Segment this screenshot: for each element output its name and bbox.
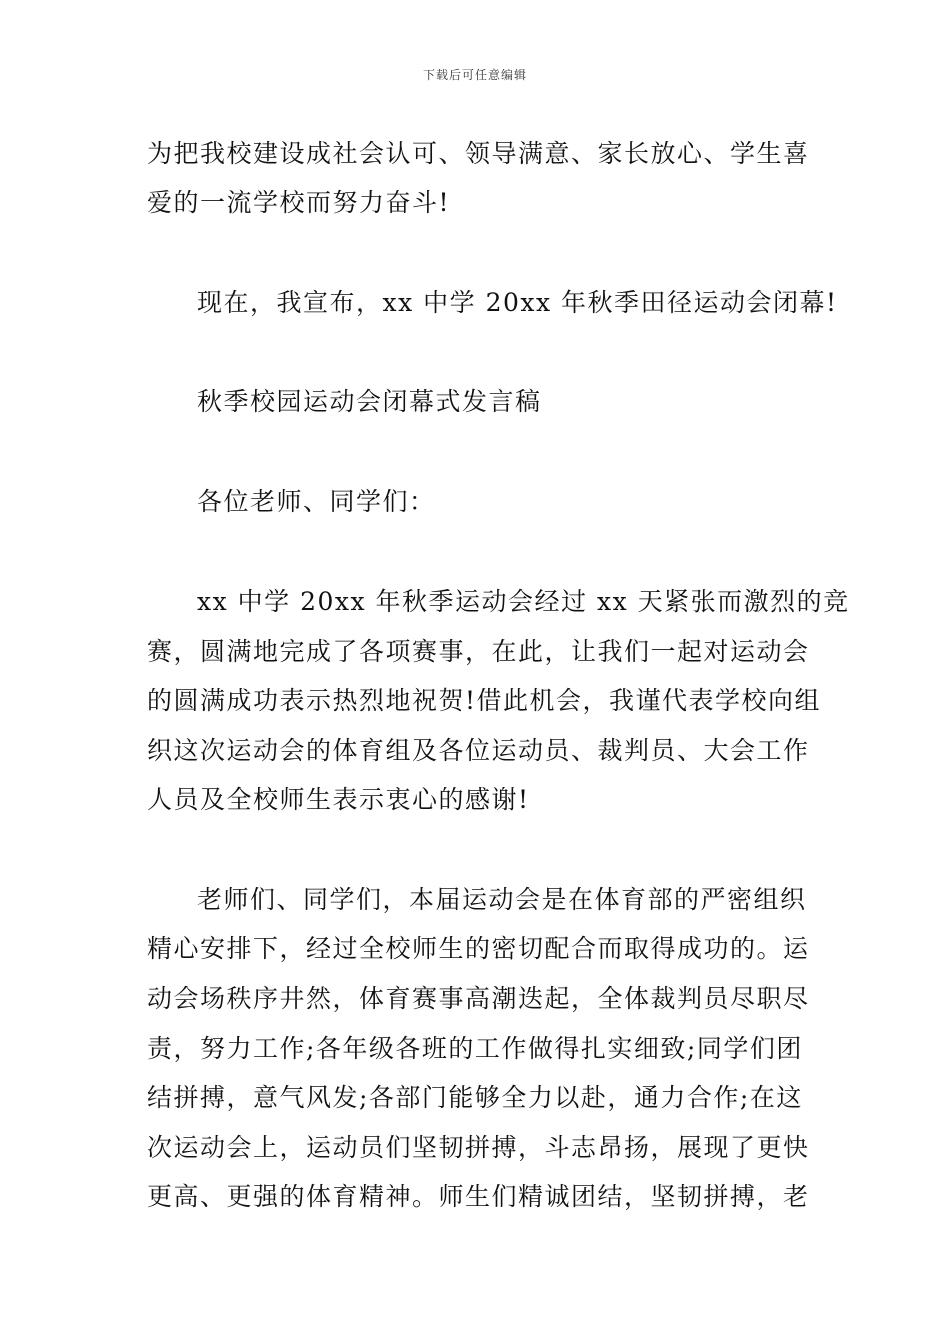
page-header: 下载后可任意编辑	[422, 68, 527, 82]
text-line: 织这次运动会的体育组及各位运动员、裁判员、大会工作	[147, 736, 810, 765]
text-line: 为把我校建设成社会认可、领导满意、家长放心、学生喜	[147, 139, 810, 168]
text-line: 更高、更强的体育精神。师生们精诚团结，坚韧拼搏，老	[147, 1182, 810, 1211]
text-line: xx 中学 20xx 年秋季运动会经过 xx 天紧张而激烈的竞	[197, 587, 850, 616]
text-line: 赛，圆满地完成了各项赛事，在此，让我们一起对运动会	[147, 637, 810, 666]
text-line: 动会场秩序井然，体育赛事高潮迭起，全体裁判员尽职尽	[147, 984, 810, 1013]
text-line: 次运动会上，运动员们坚韧拼搏，斗志昂扬，展现了更快	[147, 1133, 810, 1162]
text-line: 爱的一流学校而努力奋斗!	[147, 188, 451, 217]
text-line: 责，努力工作;各年级各班的工作做得扎实细致;同学们团	[147, 1034, 803, 1063]
text-line: 的圆满成功表示热烈地祝贺!借此机会，我谨代表学校向组	[147, 686, 822, 715]
text-line: 精心安排下，经过全校师生的密切配合而取得成功的。运	[147, 934, 810, 963]
text-line: 秋季校园运动会闭幕式发言稿	[197, 387, 542, 416]
text-line: 结拼搏，意气风发;各部门能够全力以赴，通力合作;在这	[147, 1083, 803, 1112]
text-line: 现在，我宣布，xx 中学 20xx 年秋季田径运动会闭幕!	[197, 288, 838, 317]
text-line: 各位老师、同学们：	[197, 487, 436, 516]
text-line: 老师们、同学们，本届运动会是在体育部的严密组织	[197, 885, 807, 914]
text-line: 人员及全校师生表示衷心的感谢!	[147, 785, 530, 814]
